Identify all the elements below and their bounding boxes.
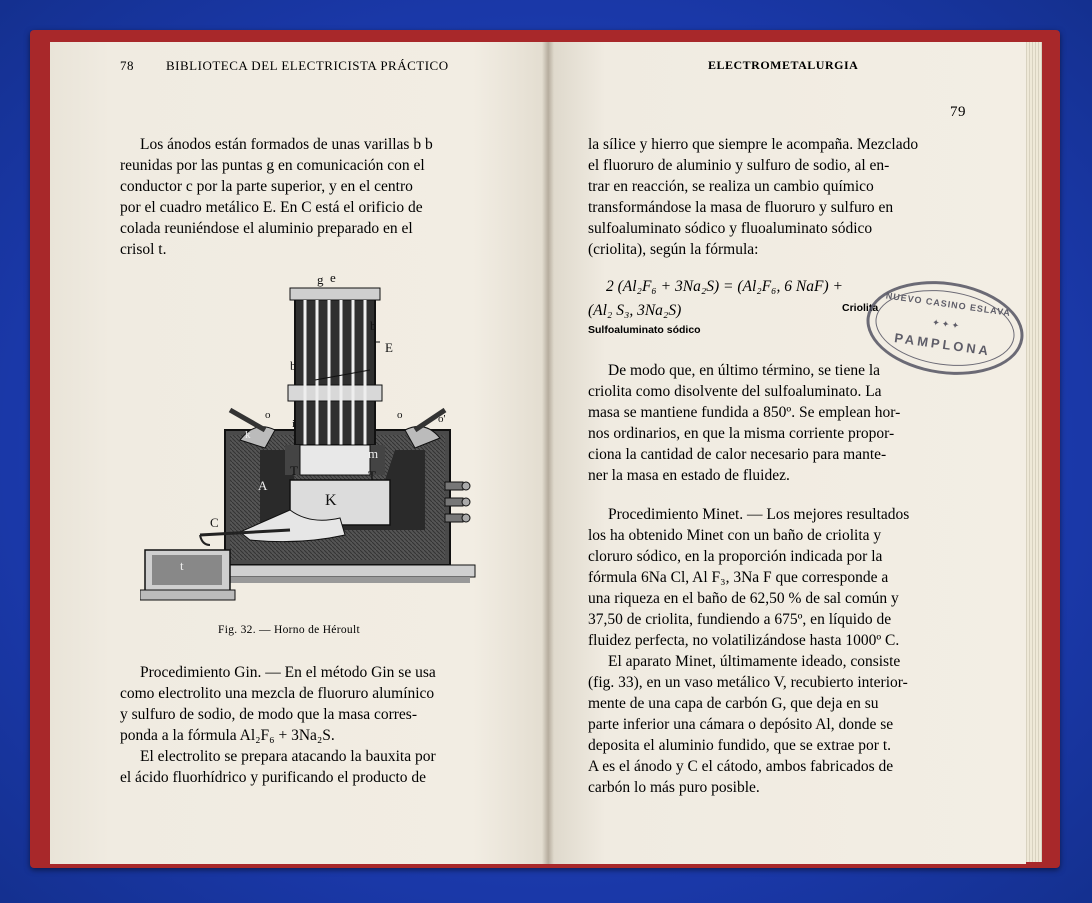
text-line: deposita el aluminio fundido, que se extrae por t. [588,737,892,754]
text-line: transformándose la masa de fluoruro y sulfuro en [588,199,894,216]
left-paragraph-2 [120,662,500,788]
text-line: (fig. 33), en un vaso metálico V, recubierto interior- [588,674,908,691]
text-line: carbón lo más puro posible. [588,779,760,796]
label-e: e [330,270,336,285]
text-line: trar en reacción, se realiza un cambio químico [588,178,874,195]
text-line: 37,50 de criolita, fundiendo a 675º, en líquido de [588,611,892,628]
text-line: masa se mantiene fundida a 850º. Se emplean hor- [588,404,901,421]
label-A: A [258,478,268,493]
label-T1: T [290,463,298,478]
text-line: y sulfuro de sodio, de modo que la masa corres- [120,706,418,723]
left-page-number: 78 [120,58,134,73]
label-b1: b [370,318,377,333]
figure-caption: Fig. 32. — Horno de Héroult [218,624,360,636]
text-line: cloruro sódico, en la proporción indicada por la [588,548,883,565]
text-line: ponda a la fórmula Al₂F₆ + 3Na₂S. [120,727,335,744]
text-line: reunidas por las puntas g en comunicación con el [120,157,425,174]
label-C: C [210,515,219,530]
text-line: el ácido fluorhídrico y purificando el producto de [120,769,427,786]
text-line: el fluoruro de aluminio y sulfuro de sodio, al en- [588,157,890,174]
label-o3: o' [438,413,446,425]
text-line: De modo que, en último término, se tiene la [608,362,881,379]
left-paragraph-1 [120,134,500,260]
text-line: fórmula 6Na Cl, Al F₃, 3Na F que corresponde a [588,569,889,586]
text-line: El electrolito se prepara atacando la bauxita por [140,748,436,765]
text-line: fluidez perfecta, no volatilizándose hasta 1000º C. [588,632,900,649]
left-running-head: BIBLIOTECA DEL ELECTRICISTA PRÁCTICO [166,58,449,73]
label-t: t [180,558,184,573]
text-line: Procedimiento Gin. — En el método Gin se usa [140,664,436,681]
text-line: los ha obtenido Minet con un baño de criolita y [588,527,882,544]
label-criolita: Criolita [842,302,879,314]
label-b2: b [290,358,297,373]
right-paragraph-3 [588,504,963,798]
text-line: mente de una capa de carbón G, que deja en su [588,695,879,712]
text-line: El aparato Minet, últimamente ideado, consiste [608,653,901,670]
text-line: A es el ánodo y C el cátodo, ambos fabricados de [588,758,894,775]
label-k: k [245,429,251,441]
text-line: crisol t. [120,241,167,258]
right-paragraph-2 [588,360,963,486]
text-line: nos ordinarios, en que la misma corriente propor- [588,425,895,442]
label-m: m [368,446,379,461]
text-line: ner la masa en estado de fluidez. [588,467,790,484]
right-paragraph-1 [588,134,963,260]
text-line: (criolita), según la fórmula: [588,241,759,258]
text-line: por el cuadro metálico E. En C está el orificio de [120,199,423,216]
label-K: K [325,492,337,509]
label-i: i [292,418,296,430]
text-line: la sílice y hierro que siempre le acompaña. Mezclado [588,136,919,153]
text-line: Procedimiento Minet. — Los mejores resultados [608,506,910,523]
text-line: parte inferior una cámara o depósito Al, donde se [588,716,894,733]
label-E: E [385,340,393,355]
text-line: una riqueza en el baño de 62,50 % de sal común y [588,590,899,607]
stamp-ornament-icon: ✦ ✦ ✦ [931,317,960,331]
formula-line-1: 2 (Al₂F₆ + 3Na₂S) = (Al₂F₆, 6 NaF) + [606,278,843,295]
label-o2: o [397,409,403,421]
text-line: criolita como disolvente del sulfoaluminato. La [588,383,882,400]
book-gutter [542,42,554,864]
text-line: ciona la cantidad de calor necesario para mante- [588,446,887,463]
stamp-top-text: NUEVO CASINO ESLAVA [885,290,1012,318]
text-line: sulfoaluminato sódico y fluoaluminato sódico [588,220,873,237]
stamp-bottom-text: PAMPLONA [893,330,992,359]
text-line: colada reuniéndose el aluminio preparado en el [120,220,413,237]
formula-line-2: (Al₂ S₃, 3Na₂S) [588,302,682,319]
label-sulfoaluminato: Sulfoaluminato sódico [588,324,701,336]
right-page-number: 79 [950,104,966,120]
text-line: conductor c por la parte superior, y en el centro [120,178,413,195]
label-g: g [317,272,324,287]
furnace-figure [140,270,490,605]
text-line: Los ánodos están formados de unas varillas b b [140,136,433,153]
right-running-head: ELECTROMETALURGIA [708,58,859,72]
label-T2: T [368,468,376,483]
text-line: como electrolito una mezcla de fluoruro alumínico [120,685,435,702]
label-o: o [265,409,271,421]
